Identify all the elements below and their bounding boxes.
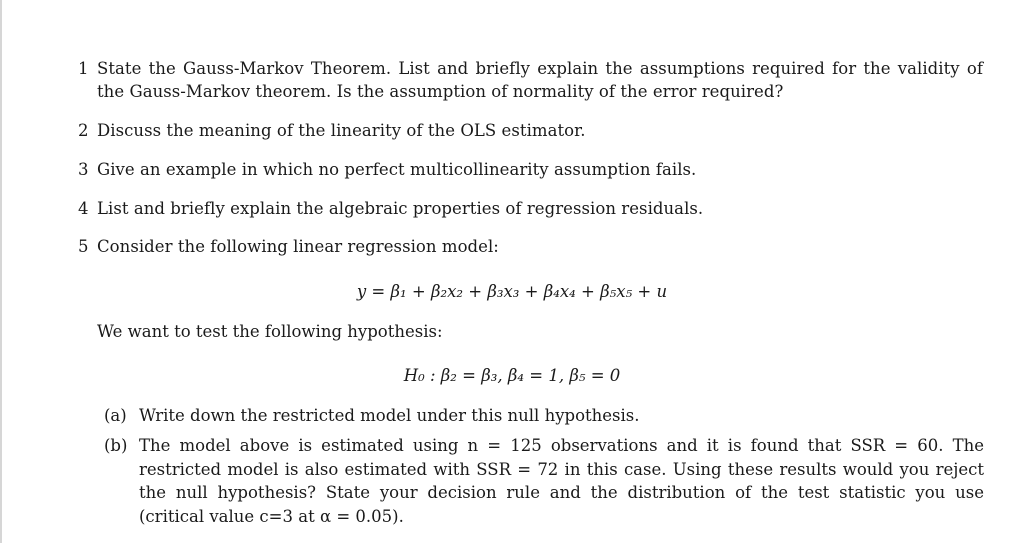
null-hypothesis-equation (0, 364, 1024, 387)
question-2 (78, 119, 983, 142)
question-1 (78, 57, 983, 103)
subpart-text: Write down the restricted model under this null hypothesis. (139, 406, 640, 425)
subpart-label: (b) (104, 436, 128, 455)
question-number: 1 (78, 59, 89, 78)
question-text: Consider the following linear regression model: (97, 237, 499, 256)
question-text: List and briefly explain the algebraic properties of regression residuals. (97, 199, 704, 218)
question-number: 3 (78, 160, 89, 179)
hypothesis-text: H₀ : β₂ = β₃, β₄ = 1, β₅ = 0 (403, 366, 621, 385)
question-5 (78, 235, 983, 258)
question-text: State the Gauss-Markov Theorem. List and briefly explain the assumptions required for the validity of the Gauss-Markov theorem. Is the assumption of normality of the error required? (97, 59, 983, 101)
subpart-a (104, 404, 984, 428)
subpart-label: (a) (104, 406, 127, 425)
page-left-border (0, 0, 2, 543)
question-text: Discuss the meaning of the linearity of the OLS estimator. (97, 121, 586, 140)
subpart-b (104, 434, 984, 528)
question-number: 5 (78, 237, 89, 256)
question-text: Give an example in which no perfect multicollinearity assumption fails. (97, 160, 697, 179)
hypothesis-intro: We want to test the following hypothesis: (97, 322, 443, 341)
question-number: 2 (78, 121, 89, 140)
question-3 (78, 158, 983, 181)
subpart-text: The model above is estimated using n = 125 observations and it is found that SSR = 60. The restricted model is also estimated with SSR = 72 in this case. Using these results would you reject the null hypothesis? State your decision rule and the distribution of the test statistic you use (critical value c=3 at α = 0.05). (139, 436, 984, 526)
regression-model-equation (0, 280, 1024, 303)
question-number: 4 (78, 199, 89, 218)
model-equation-text: y = β₁ + β₂x₂ + β₃x₃ + β₄x₄ + β₅x₅ + u (356, 282, 668, 301)
question-4 (78, 197, 983, 220)
